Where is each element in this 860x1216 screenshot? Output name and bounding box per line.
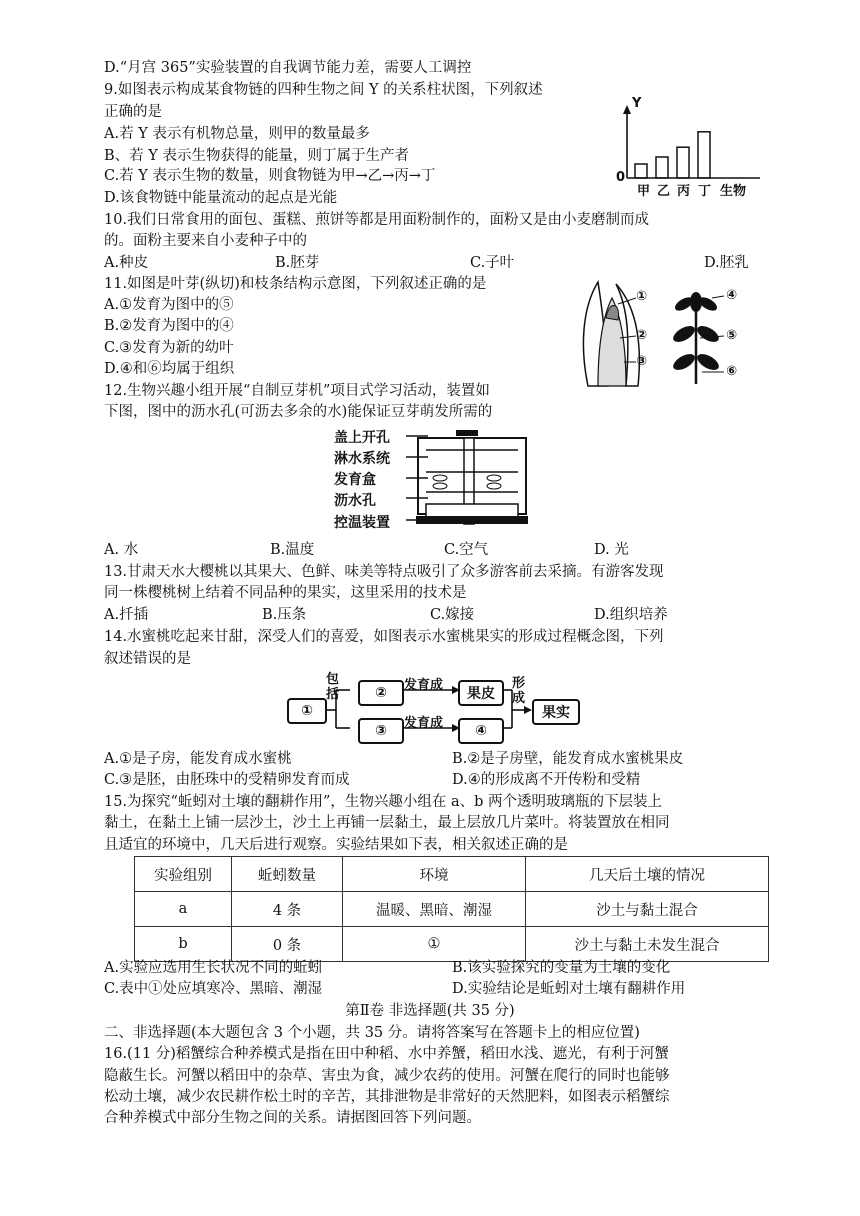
label-form: 形成 [512, 676, 526, 706]
table-cell: 沙土与黏土未发生混合 [526, 927, 769, 962]
q8-option-d: D.“月宫 365”实验装置的自我调节能力差，需要人工调控 [104, 60, 472, 76]
q11-option-a: A.①发育为图中的⑤ [104, 297, 234, 313]
origin-label: 0 [616, 170, 626, 185]
node-3: ③ [358, 718, 404, 744]
sprout-machine-diagram [406, 426, 534, 530]
node-pericarp: 果皮 [458, 680, 504, 706]
table-cell: 沙土与黏土混合 [526, 892, 769, 927]
label-water-system: 淋水系统 [334, 451, 390, 467]
q14-stem-cont: 叙述错误的是 [104, 651, 191, 667]
part-two-title: 第Ⅱ卷 非选择题(共 35 分) [345, 1003, 515, 1019]
table-row [135, 927, 769, 962]
q11-option-b: B.②发育为图中的④ [104, 318, 234, 334]
label-growth-box: 发育盒 [334, 472, 376, 488]
label-include: 包括 [326, 672, 340, 702]
leaf-bud-diagram [568, 278, 678, 390]
q9-option-b: B、若 Y 表示生物获得的能量，则丁属于生产者 [104, 148, 409, 164]
q16-stem-cont3: 合种养模式中部分生物之间的关系。请据图回答下列问题。 [104, 1110, 481, 1126]
q14-option-c: C.③是胚，由胚珠中的受精卵发育而成 [104, 772, 350, 788]
q15-option-b: B.该实验探究的变量为土壤的变化 [452, 960, 671, 976]
label-temp-control: 控温装置 [334, 515, 390, 531]
q10-option-d: D.胚乳 [704, 255, 749, 271]
x-axis-title: 生物 [720, 184, 747, 199]
q15-stem-cont2: 且适宜的环境中，几天后进行观察。实验结果如下表，相关叙述正确的是 [104, 837, 568, 853]
bud-label-2: ② [636, 328, 648, 343]
label-develop-2: 发育成 [404, 716, 444, 731]
q14-stem: 14.水蜜桃吃起来甘甜，深受人们的喜爱，如图表示水蜜桃果实的形成过程概念图，下列 [104, 629, 664, 645]
table-header-row [135, 857, 769, 892]
q15-option-a: A.实验应选用生长状况不同的蚯蚓 [104, 960, 323, 976]
experiment-table [134, 856, 769, 962]
q9-stem-cont: 正确的是 [104, 104, 162, 120]
y-axis-label: Y [632, 96, 642, 111]
table-header: 环境 [343, 857, 526, 892]
node-1: ① [287, 698, 327, 724]
q13-option-c: C.嫁接 [430, 607, 475, 623]
q15-option-c: C.表中①处应填寒冷、黑暗、潮湿 [104, 981, 323, 997]
bud-label-1: ① [636, 289, 648, 304]
q14-option-a: A.①是子房，能发育成水蜜桃 [104, 751, 292, 767]
q10-option-b: B.胚芽 [275, 255, 320, 271]
y-axis-arrow [623, 105, 631, 114]
q16-stem-cont2: 松动土壤，减少农民耕作松土时的辛苦，其排泄物是非常好的天然肥料，如图表示稻蟹综 [104, 1089, 670, 1105]
q14-option-d: D.④的形成离不开传粉和受精 [452, 772, 641, 788]
table-cell: b [135, 927, 232, 962]
table-cell: 0 条 [232, 927, 343, 962]
q10-option-a: A.种皮 [104, 255, 149, 271]
q14-option-b: B.②是子房壁，能发育成水蜜桃果皮 [452, 751, 684, 767]
q13-option-a: A.扦插 [104, 607, 149, 623]
table-cell: ① [343, 927, 526, 962]
q15-stem-cont1: 黏土，在黏土上铺一层沙土，沙土上再铺一层黏土，最上层放几片菜叶。将装置放在相同 [104, 815, 670, 831]
branch-label-5: ⑤ [726, 328, 738, 343]
q10-stem-cont: 的。面粉主要来自小麦种子中的 [104, 233, 307, 249]
q12-stem: 12.生物兴趣小组开展“自制豆芽机”项目式学习活动，装置如 [104, 383, 490, 399]
q13-option-b: B.压条 [262, 607, 307, 623]
q13-option-d: D.组织培养 [594, 607, 668, 623]
q12-option-d: D. 光 [594, 542, 629, 558]
q12-option-a: A. 水 [104, 542, 139, 558]
bar-甲 [635, 164, 647, 178]
tick-label-ding: 丁 [698, 184, 712, 199]
q16-stem: 16.(11 分)稻蟹综合种养模式是指在田中种稻、水中养蟹，稻田水浅、遮光，有利于河蟹 [104, 1046, 669, 1062]
q12-option-b: B.温度 [270, 542, 315, 558]
q15-stem: 15.为探究“蚯蚓对土壤的翻耕作用”，生物兴趣小组在 a、b 两个透明玻璃瓶的下层装上 [104, 794, 663, 810]
q9-stem: 9.如图表示构成某食物链的四种生物之间 Y 的关系柱状图，下列叙述 [104, 82, 543, 98]
table-header: 蚯蚓数量 [232, 857, 343, 892]
node-2: ② [358, 680, 404, 706]
tick-label-bing: 丙 [677, 184, 691, 199]
table-cell: a [135, 892, 232, 927]
tick-label-jia: 甲 [637, 184, 651, 199]
q13-stem-cont: 同一株樱桃树上结着不同品种的果实，这里采用的技术是 [104, 585, 467, 601]
q13-stem: 13.甘肃天水大樱桃以其果大、色鲜、味美等特点吸引了众多游客前去采摘。有游客发现 [104, 564, 664, 580]
q12-option-c: C.空气 [444, 542, 489, 558]
table-row [135, 892, 769, 927]
q11-option-d: D.④和⑥均属于组织 [104, 361, 235, 377]
q9-option-c: C.若 Y 表示生物的数量，则食物链为甲→乙→丙→丁 [104, 168, 436, 184]
table-cell: 温暖、黑暗、潮湿 [343, 892, 526, 927]
bud-label-3: ③ [636, 354, 648, 369]
label-drain-hole: 沥水孔 [334, 493, 376, 509]
q10-stem: 10.我们日常食用的面包、蛋糕、煎饼等都是用面粉制作的，面粉又是由小麦磨制而成 [104, 212, 650, 228]
table-header: 几天后土壤的情况 [526, 857, 769, 892]
node-4: ④ [458, 718, 504, 744]
q10-option-c: C.子叶 [470, 255, 515, 271]
q16-stem-cont1: 隐蔽生长。河蟹以稻田中的杂草、害虫为食，减少农药的使用。河蟹在爬行的同时也能够 [104, 1068, 670, 1084]
branch-label-6: ⑥ [726, 364, 738, 379]
table-cell: 4 条 [232, 892, 343, 927]
q11-option-c: C.③发育为新的幼叶 [104, 340, 234, 356]
section-two-heading: 二、非选择题(本大题包含 3 个小题，共 35 分。请将答案写在答题卡上的相应位置) [104, 1025, 640, 1041]
label-develop-1: 发育成 [404, 678, 444, 693]
branch-diagram [672, 286, 772, 386]
q9-option-a: A.若 Y 表示有机物总量，则甲的数量最多 [104, 126, 370, 142]
tick-label-yi: 乙 [657, 184, 671, 199]
bar-乙 [656, 157, 668, 178]
q15-option-d: D.实验结论是蚯蚓对土壤有翻耕作用 [452, 981, 686, 997]
bar-丁 [698, 132, 710, 178]
q9-option-d: D.该食物链中能量流动的起点是光能 [104, 190, 338, 206]
node-fruit: 果实 [532, 699, 580, 725]
table-header: 实验组别 [135, 857, 232, 892]
branch-label-4: ④ [726, 288, 738, 303]
bar-丙 [677, 147, 689, 178]
label-lid-holes: 盖上开孔 [334, 430, 390, 446]
q12-stem-cont: 下图，图中的沥水孔(可沥去多余的水)能保证豆芽萌发所需的 [104, 404, 493, 420]
q11-stem: 11.如图是叶芽(纵切)和枝条结构示意图，下列叙述正确的是 [104, 276, 487, 292]
